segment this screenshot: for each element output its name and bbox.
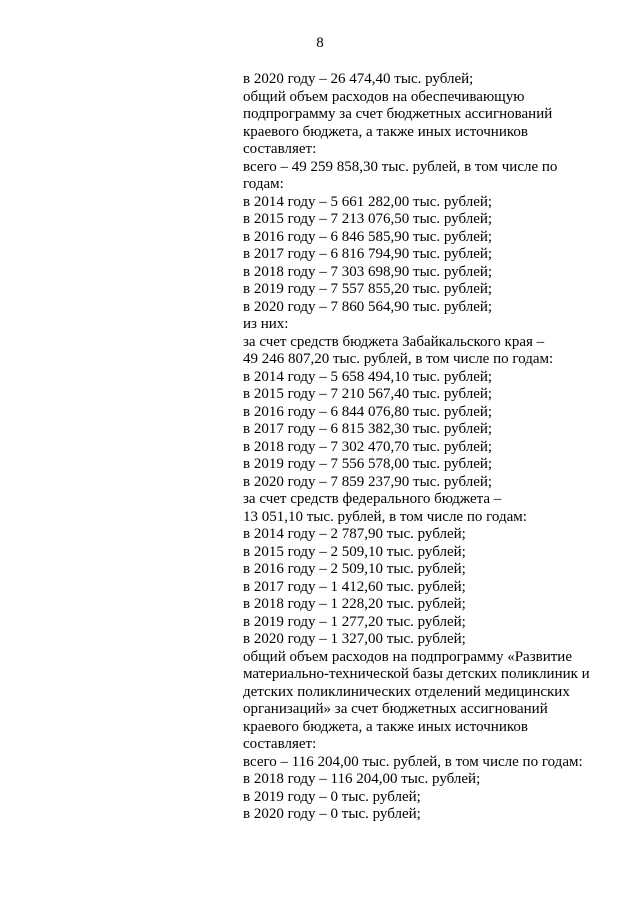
text-line: в 2020 году – 7 859 237,90 тыс. рублей; bbox=[243, 473, 493, 490]
text-line: из них: bbox=[243, 316, 289, 332]
text-line: организаций» за счет бюджетных ассигнований bbox=[243, 701, 548, 717]
document-body bbox=[243, 71, 623, 824]
text-line: общий объем расходов на обеспечивающую bbox=[243, 88, 525, 105]
text-line: в 2020 году – 0 тыс. рублей; bbox=[243, 806, 421, 822]
text-line: в 2020 году – 7 860 564,90 тыс. рублей; bbox=[243, 298, 493, 315]
text-line: в 2018 году – 7 302 470,70 тыс. рублей; bbox=[243, 438, 493, 455]
text-line: в 2019 году – 1 277,20 тыс. рублей; bbox=[243, 613, 466, 630]
page-number: 8 bbox=[316, 35, 324, 51]
text-line: в 2017 году – 6 815 382,30 тыс. рублей; bbox=[243, 421, 493, 437]
text-line: в 2019 году – 0 тыс. рублей; bbox=[243, 788, 421, 805]
text-line: в 2018 году – 7 303 698,90 тыс. рублей; bbox=[243, 263, 493, 280]
text-line: за счет средств федерального бюджета – bbox=[243, 491, 502, 507]
text-line: годам: bbox=[243, 176, 284, 192]
text-line: в 2014 году – 5 661 282,00 тыс. рублей; bbox=[243, 193, 493, 210]
text-line: в 2016 году – 6 846 585,90 тыс. рублей; bbox=[243, 228, 493, 245]
text-line: в 2018 году – 116 204,00 тыс. рублей; bbox=[243, 771, 481, 787]
text-line: в 2014 году – 5 658 494,10 тыс. рублей; bbox=[243, 368, 493, 385]
text-line: в 2019 году – 7 556 578,00 тыс. рублей; bbox=[243, 456, 493, 472]
text-line: краевого бюджета, а также иных источников bbox=[243, 123, 528, 140]
text-line: составляет: bbox=[243, 141, 317, 157]
text-line: общий объем расходов на подпрограмму «Развитие bbox=[243, 648, 572, 665]
text-line: за счет средств бюджета Забайкальского края – bbox=[243, 333, 545, 350]
text-line: всего – 49 259 858,30 тыс. рублей, в том числе по bbox=[243, 158, 558, 175]
text-line: в 2016 году – 2 509,10 тыс. рублей; bbox=[243, 561, 466, 577]
text-line: всего – 116 204,00 тыс. рублей, в том числе по годам: bbox=[243, 753, 583, 770]
text-line: в 2015 году – 7 213 076,50 тыс. рублей; bbox=[243, 211, 493, 227]
text-line: в 2014 году – 2 787,90 тыс. рублей; bbox=[243, 526, 466, 542]
text-line: в 2018 году – 1 228,20 тыс. рублей; bbox=[243, 596, 466, 612]
text-line: в 2015 году – 7 210 567,40 тыс. рублей; bbox=[243, 386, 493, 402]
text-line: составляет: bbox=[243, 736, 317, 752]
text-line: 49 246 807,20 тыс. рублей, в том числе по годам: bbox=[243, 351, 554, 367]
text-line: в 2017 году – 6 816 794,90 тыс. рублей; bbox=[243, 246, 493, 262]
text-line: в 2015 году – 2 509,10 тыс. рублей; bbox=[243, 543, 466, 560]
text-line: 13 051,10 тыс. рублей, в том числе по годам: bbox=[243, 508, 527, 525]
text-line: в 2020 году – 26 474,40 тыс. рублей; bbox=[243, 71, 474, 87]
text-line: краевого бюджета, а также иных источников bbox=[243, 718, 528, 735]
text-line: в 2016 году – 6 844 076,80 тыс. рублей; bbox=[243, 403, 493, 420]
text-line: материально-технической базы детских поликлиник и bbox=[243, 666, 590, 682]
text-line: детских поликлинических отделений медицинских bbox=[243, 683, 570, 700]
text-line: подпрограмму за счет бюджетных ассигнований bbox=[243, 106, 553, 122]
text-line: в 2019 году – 7 557 855,20 тыс. рублей; bbox=[243, 281, 493, 297]
text-line: в 2017 году – 1 412,60 тыс. рублей; bbox=[243, 578, 466, 595]
text-line: в 2020 году – 1 327,00 тыс. рублей; bbox=[243, 631, 466, 647]
